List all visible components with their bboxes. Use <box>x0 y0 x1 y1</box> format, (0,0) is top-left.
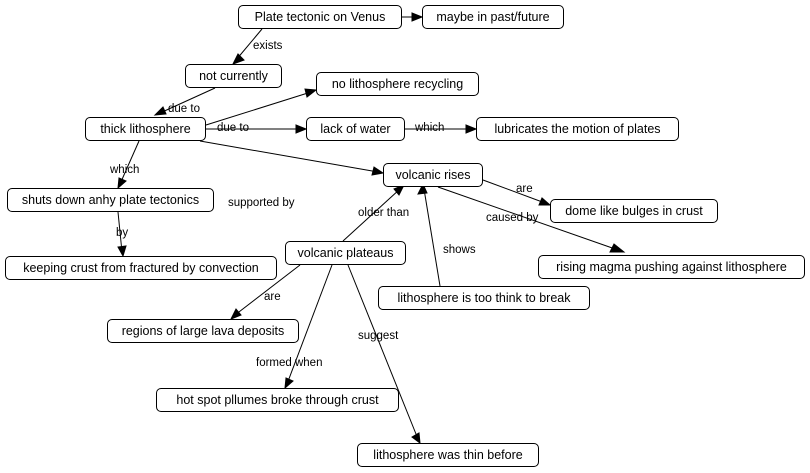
edge-line <box>424 189 440 286</box>
arrowhead-icon <box>539 198 550 205</box>
edge-label: older than <box>358 207 410 219</box>
edge-line <box>200 141 378 172</box>
arrowhead-icon <box>305 89 316 97</box>
edge-label: suggest <box>358 330 399 342</box>
arrowhead-icon <box>412 433 420 443</box>
concept-node-no_lithosphere_recycling[interactable]: no lithosphere recycling <box>316 72 479 96</box>
edge-label: due to <box>217 122 249 134</box>
arrowhead-icon <box>372 167 383 175</box>
concept-node-lubricates_motion[interactable]: lubricates the motion of plates <box>476 117 679 141</box>
arrowhead-icon <box>118 178 126 188</box>
arrowhead-icon <box>285 378 293 388</box>
concept-node-thick_lithosphere[interactable]: thick lithosphere <box>85 117 206 141</box>
arrowhead-icon <box>466 125 476 133</box>
concept-node-maybe_past_future[interactable]: maybe in past/future <box>422 5 564 29</box>
edge-label: by <box>116 227 129 239</box>
concept-node-shuts_down_plate_tectonics[interactable]: shuts down anhy plate tectonics <box>7 188 214 212</box>
edge-line <box>120 141 139 184</box>
edge-label: are <box>516 183 533 195</box>
arrowhead-icon <box>233 54 244 64</box>
edge-label: formed when <box>256 357 323 369</box>
arrowhead-icon <box>412 13 422 21</box>
arrowhead-icon <box>231 309 241 319</box>
edge-label: supported by <box>228 197 295 209</box>
edge-label: caused by <box>486 212 539 224</box>
edge-label: due to <box>168 103 200 115</box>
concept-node-volcanic_rises[interactable]: volcanic rises <box>383 163 483 187</box>
concept-node-lack_of_water[interactable]: lack of water <box>306 117 405 141</box>
edge-label: shows <box>443 244 476 256</box>
concept-node-dome_like_bulges[interactable]: dome like bulges in crust <box>550 199 718 223</box>
edge-line <box>206 92 311 125</box>
edge-label: which <box>110 164 140 176</box>
edge-label: exists <box>253 40 283 52</box>
edge-label: are <box>264 291 281 303</box>
arrowhead-icon <box>296 125 306 133</box>
arrowhead-icon <box>610 244 624 252</box>
arrowhead-icon <box>118 246 126 256</box>
concept-node-regions_lava_deposits[interactable]: regions of large lava deposits <box>107 319 299 343</box>
concept-node-plate_tectonic_venus[interactable]: Plate tectonic on Venus <box>238 5 402 29</box>
edge-line <box>483 180 545 203</box>
concept-node-rising_magma[interactable]: rising magma pushing against lithosphere <box>538 255 805 279</box>
concept-node-volcanic_plateaus[interactable]: volcanic plateaus <box>285 241 406 265</box>
concept-node-not_currently[interactable]: not currently <box>185 64 282 88</box>
arrowhead-icon <box>155 107 166 115</box>
concept-node-lithosphere_too_thick[interactable]: lithosphere is too think to break <box>378 286 590 310</box>
concept-node-keeping_crust[interactable]: keeping crust from fractured by convection <box>5 256 277 280</box>
concept-node-lithosphere_thin_before[interactable]: lithosphere was thin before <box>357 443 539 467</box>
concept-node-hot_spot_plumes[interactable]: hot spot pllumes broke through crust <box>156 388 399 412</box>
edge-label: which <box>415 122 445 134</box>
